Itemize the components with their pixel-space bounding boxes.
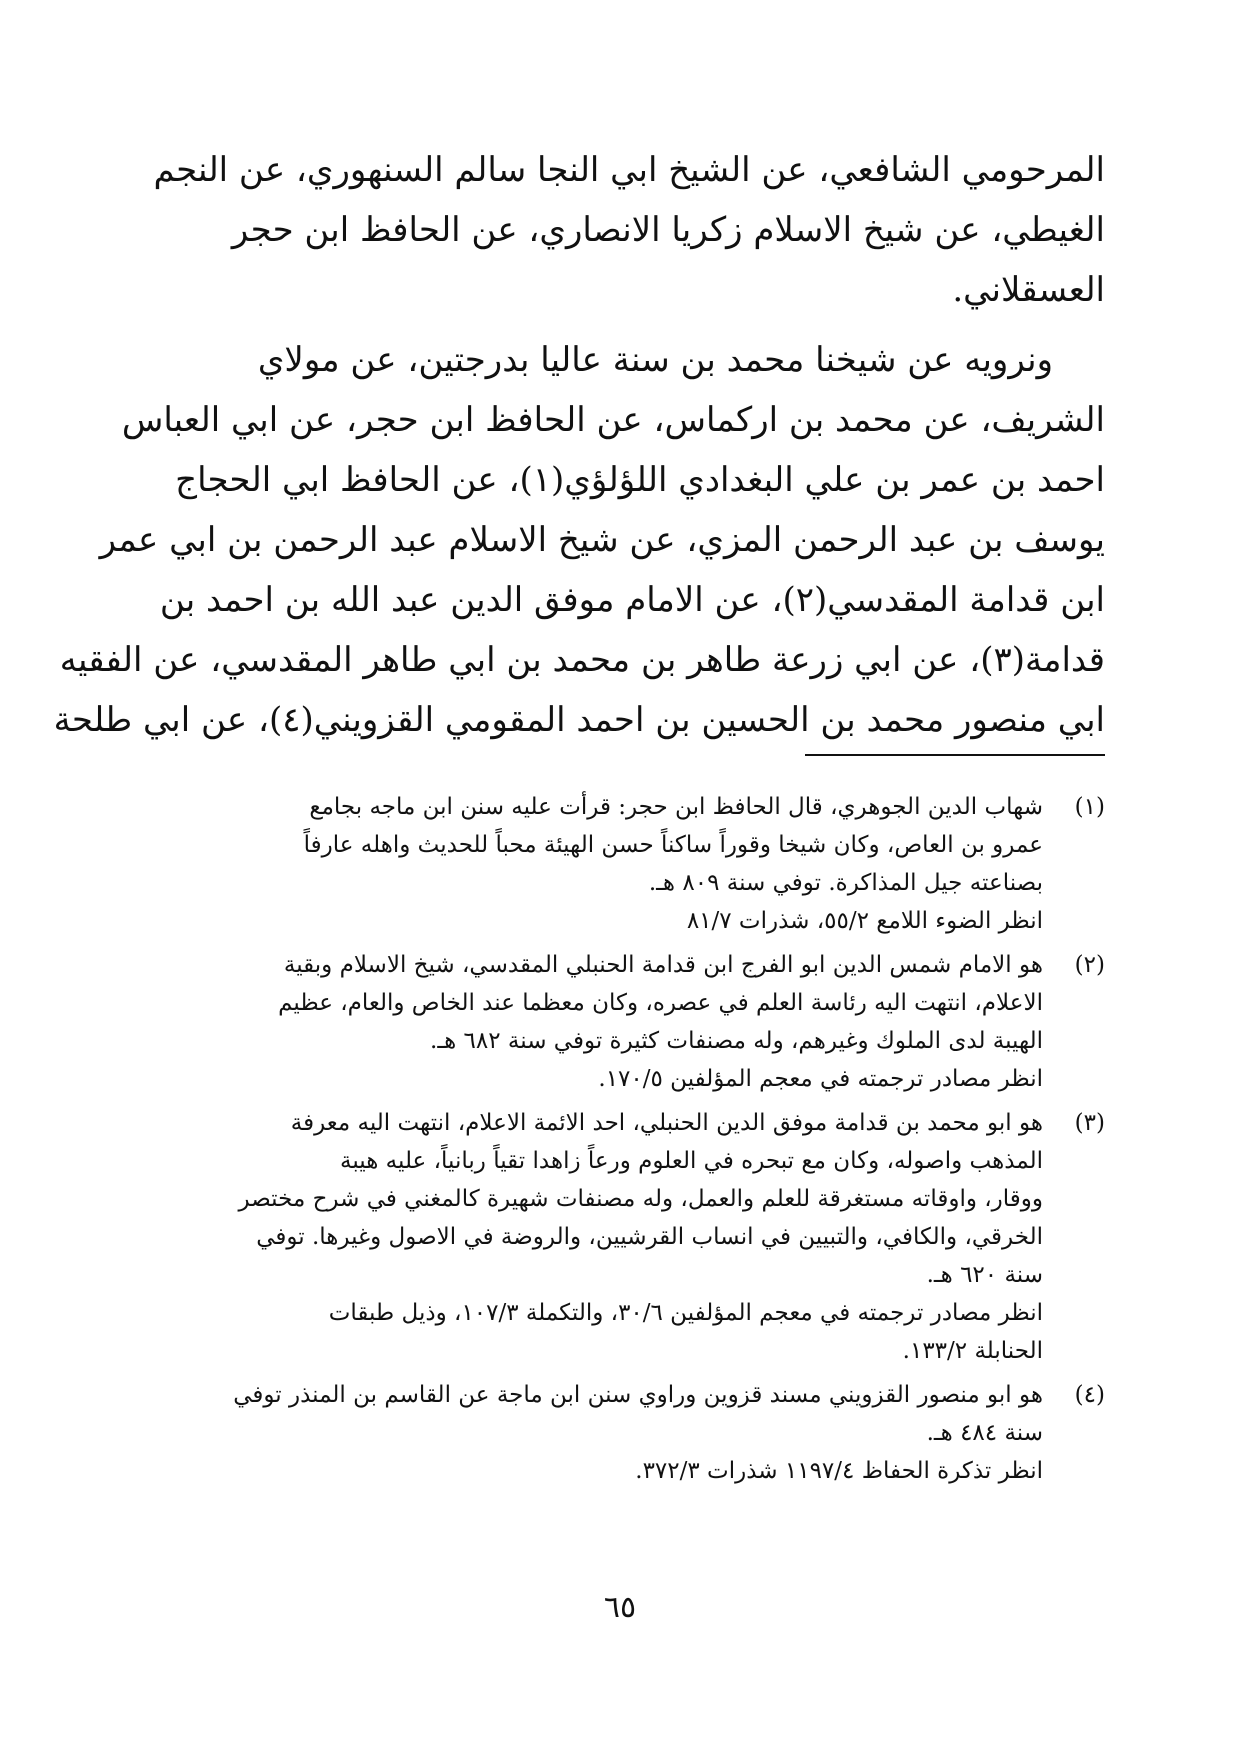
footnote-1 [205, 788, 1105, 940]
footnote-line: هو ابو محمد بن قدامة موفق الدين الحنبلي، احد الائمة الاعلام، انتهت اليه معرفة [290, 1110, 1043, 1136]
footnote-line: الهيبة لدى الملوك وغيرهم، وله مصنفات كثيرة توفي سنة ٦٨٢ هـ. [430, 1028, 1043, 1054]
footnote-line: سنة ٤٨٤ هـ. [926, 1420, 1043, 1446]
footnote-line: سنة ٦٢٠ هـ. [926, 1262, 1043, 1288]
text-line: ابي منصور محمد بن الحسين بن احمد المقومي القزويني(٤)، عن ابي طلحة [53, 700, 1105, 740]
footnote-4 [205, 1376, 1105, 1490]
footnote-line: هو الامام شمس الدين ابو الفرج ابن قدامة الحنبلي المقدسي، شيخ الاسلام وبقية [283, 952, 1043, 978]
main-paragraph-1 [153, 140, 1105, 320]
text-line: احمد بن عمر بن علي البغدادي اللؤلؤي(١)، عن الحافظ ابي الحجاج [175, 460, 1105, 500]
footnote-line: انظر تذكرة الحفاظ ١١٩٧/٤ شذرات ٣٧٢/٣. [635, 1458, 1043, 1484]
footnote-number: (١) [1074, 794, 1105, 820]
footnote-line: المذهب واصوله، وكان مع تبحره في العلوم ورعاً زاهدا تقياً ربانياً، عليه هيبة [340, 1148, 1043, 1174]
footnote-number: (٣) [1074, 1110, 1105, 1136]
page-number: ٦٥ [603, 1590, 637, 1625]
text-line: الغيطي، عن شيخ الاسلام زكريا الانصاري، عن الحافظ ابن حجر [231, 210, 1105, 250]
footnote-2 [205, 946, 1105, 1098]
footnote-3 [205, 1104, 1105, 1370]
footnote-line: عمرو بن العاص، وكان شيخا وقوراً ساكناً حسن الهيئة محباً للحديث واهله عارفاً [303, 832, 1043, 858]
text-line: المرحومي الشافعي، عن الشيخ ابي النجا سالم السنهوري، عن النجم [153, 150, 1105, 190]
footnote-line: شهاب الدين الجوهري، قال الحافظ ابن حجر: قرأت عليه سنن ابن ماجه بجامع [309, 794, 1043, 820]
footnote-line: هو ابو منصور القزويني مسند قزوين وراوي سنن ابن ماجة عن القاسم بن المنذر توفي [233, 1382, 1043, 1408]
text-line: الشريف، عن محمد بن اركماس، عن الحافظ ابن حجر، عن ابي العباس [121, 400, 1105, 440]
footnote-line: انظر مصادر ترجمته في معجم المؤلفين ٣٠/٦، والتكملة ١٠٧/٣، وذيل طبقات [328, 1300, 1043, 1326]
footnote-line: انظر مصادر ترجمته في معجم المؤلفين ١٧٠/٥. [598, 1066, 1043, 1092]
footnote-line: الحنابلة ١٣٣/٢. [902, 1338, 1043, 1364]
text-line: يوسف بن عبد الرحمن المزي، عن شيخ الاسلام عبد الرحمن بن ابي عمر [99, 520, 1105, 560]
footnote-number: (٤) [1074, 1382, 1105, 1408]
footnote-line: انظر الضوء اللامع ٥٥/٢، شذرات ٨١/٧ [686, 908, 1043, 934]
footnote-line: ووقار، واوقاته مستغرقة للعلم والعمل، وله مصنفات شهيرة كالمغني في شرح مختصر [238, 1186, 1043, 1212]
text-line: ونرويه عن شيخنا محمد بن سنة عاليا بدرجتين، عن مولاي [257, 340, 1053, 380]
footnote-line: بصناعته جيل المذاكرة. توفي سنة ٨٠٩ هـ. [648, 870, 1043, 896]
text-line: ابن قدامة المقدسي(٢)، عن الامام موفق الدين عبد الله بن احمد بن [159, 580, 1105, 620]
footnote-separator [805, 754, 1105, 756]
footnote-line: الاعلام، انتهت اليه رئاسة العلم في عصره، وكان معظما عند الخاص والعام، عظيم [278, 990, 1043, 1016]
text-line: قدامة(٣)، عن ابي زرعة طاهر بن محمد بن ابي طاهر المقدسي، عن الفقيه [59, 640, 1105, 680]
footnotes [205, 788, 1105, 1496]
footnote-line: الخرقي، والكافي، والتبيين في انساب القرشيين، والروضة في الاصول وغيرها. توفي [256, 1224, 1043, 1250]
footnote-number: (٢) [1074, 952, 1105, 978]
main-paragraph-2 [53, 330, 1105, 750]
text-line: العسقلاني. [952, 270, 1105, 310]
